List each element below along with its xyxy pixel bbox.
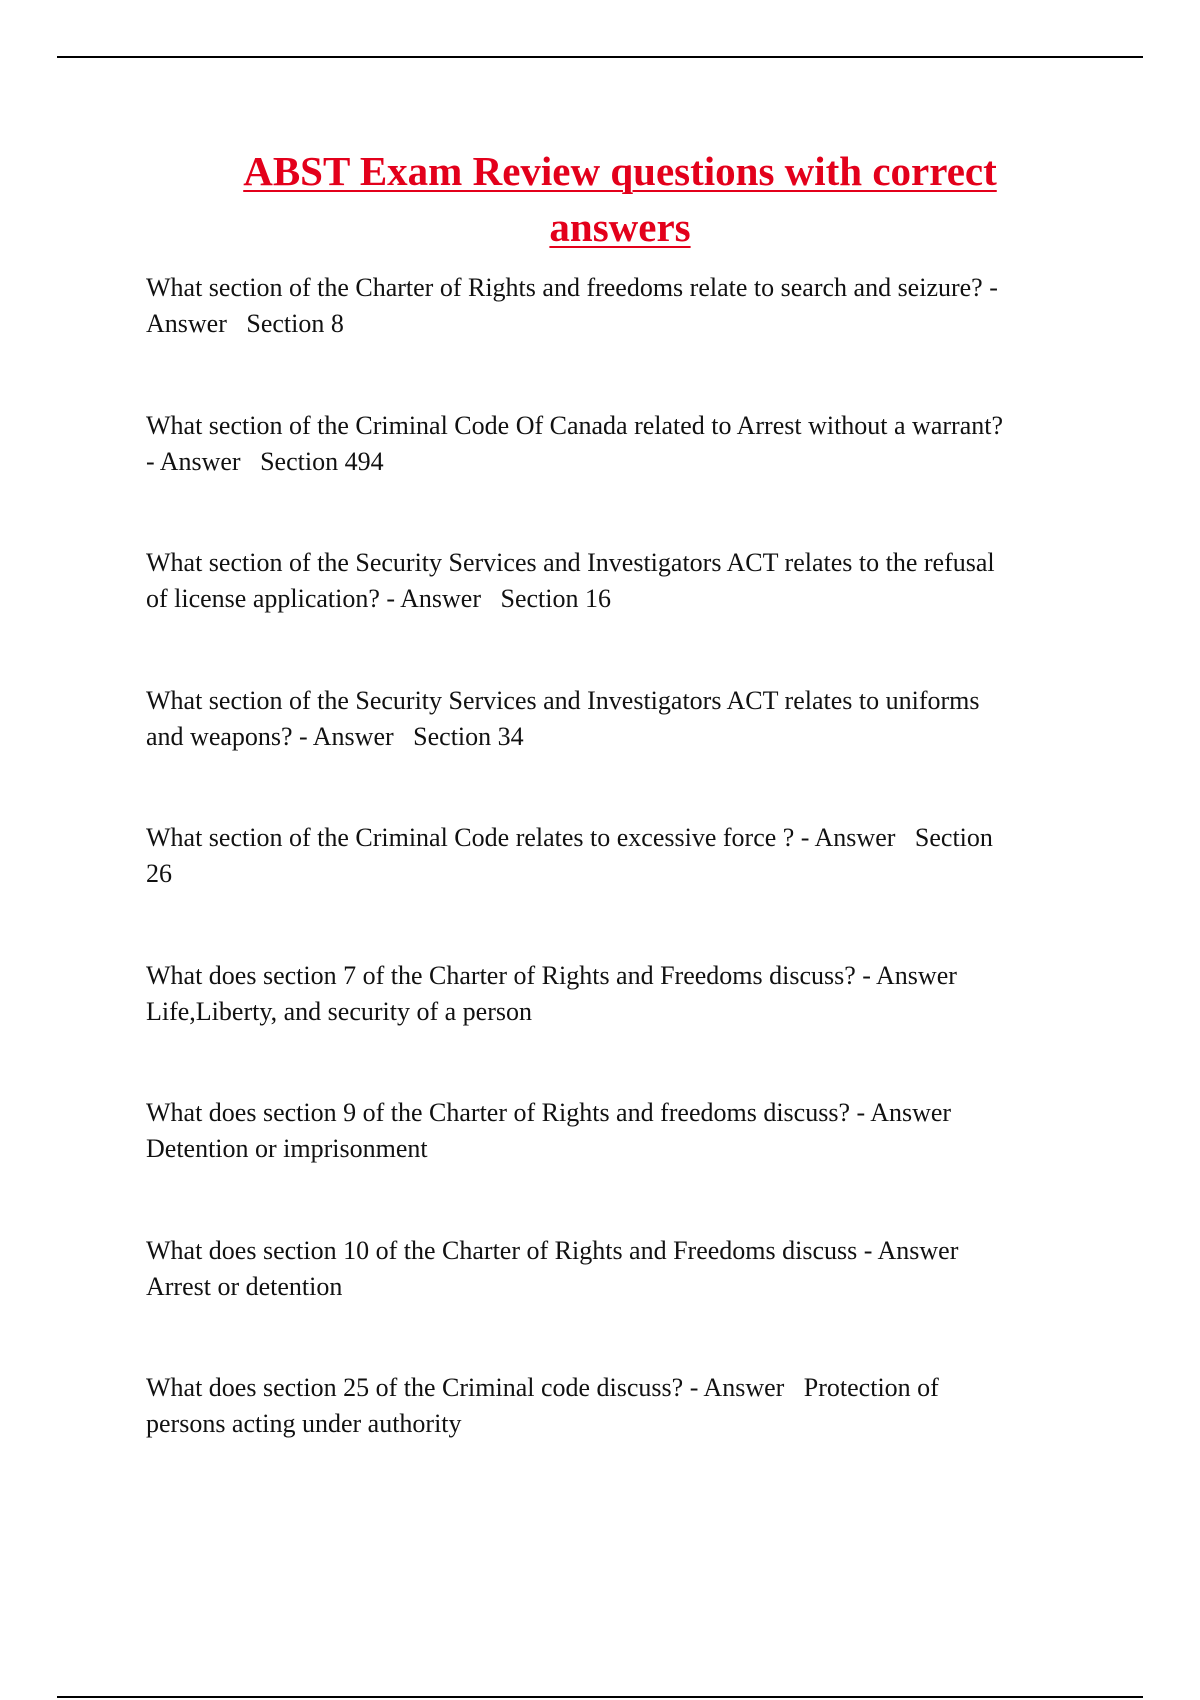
question-text: What does section 9 of the Charter of Rights and freedoms discuss? - Answer: [146, 1098, 952, 1127]
question-text: What section of the Charter of Rights and freedoms relate to search and seizure? -: [146, 273, 998, 302]
question-text: What does section 10 of the Charter of Rights and Freedoms discuss - Answer: [146, 1235, 959, 1265]
top-rule: [57, 56, 1143, 58]
answer-text: 26: [146, 859, 172, 888]
page-title: ABST Exam Review questions with correct answers: [243, 148, 997, 250]
qa-item: [146, 1370, 1086, 1508]
question-text: What section of the Security Services and Investigators ACT relates to the refusal: [146, 548, 995, 577]
qa-item: [146, 820, 1086, 958]
qa-item: [146, 545, 1086, 683]
qa-item: [146, 1095, 1086, 1233]
qa-item: [146, 683, 1086, 821]
answer-text: Detention or imprisonment: [146, 1134, 428, 1163]
question-text: What does section 25 of the Criminal code discuss? - Answer Protection of: [146, 1373, 939, 1402]
qa-list: [146, 270, 1086, 1508]
bottom-rule: [57, 1696, 1143, 1698]
answer-text: Arrest or detention: [146, 1271, 343, 1301]
answer-text: persons acting under authority: [146, 1409, 462, 1438]
question-text: What section of the Criminal Code relates to excessive force ? - Answer Section: [146, 823, 993, 852]
qa-item: [146, 270, 1086, 408]
answer-text: and weapons? - Answer Section 34: [146, 721, 524, 751]
answer-text: Answer Section 8: [146, 309, 344, 338]
answer-text: of license application? - Answer Section 16: [146, 584, 611, 613]
answer-text: - Answer Section 494: [146, 446, 384, 476]
question-text: What section of the Criminal Code Of Canada related to Arrest without a warrant?: [146, 410, 1003, 440]
question-text: What section of the Security Services and Investigators ACT relates to uniforms: [146, 685, 980, 715]
qa-item: [146, 408, 1086, 546]
qa-item: [146, 958, 1086, 1096]
question-text: What does section 7 of the Charter of Rights and Freedoms discuss? - Answer: [146, 960, 957, 990]
answer-text: Life,Liberty, and security of a person: [146, 996, 533, 1026]
qa-item: [146, 1233, 1086, 1371]
